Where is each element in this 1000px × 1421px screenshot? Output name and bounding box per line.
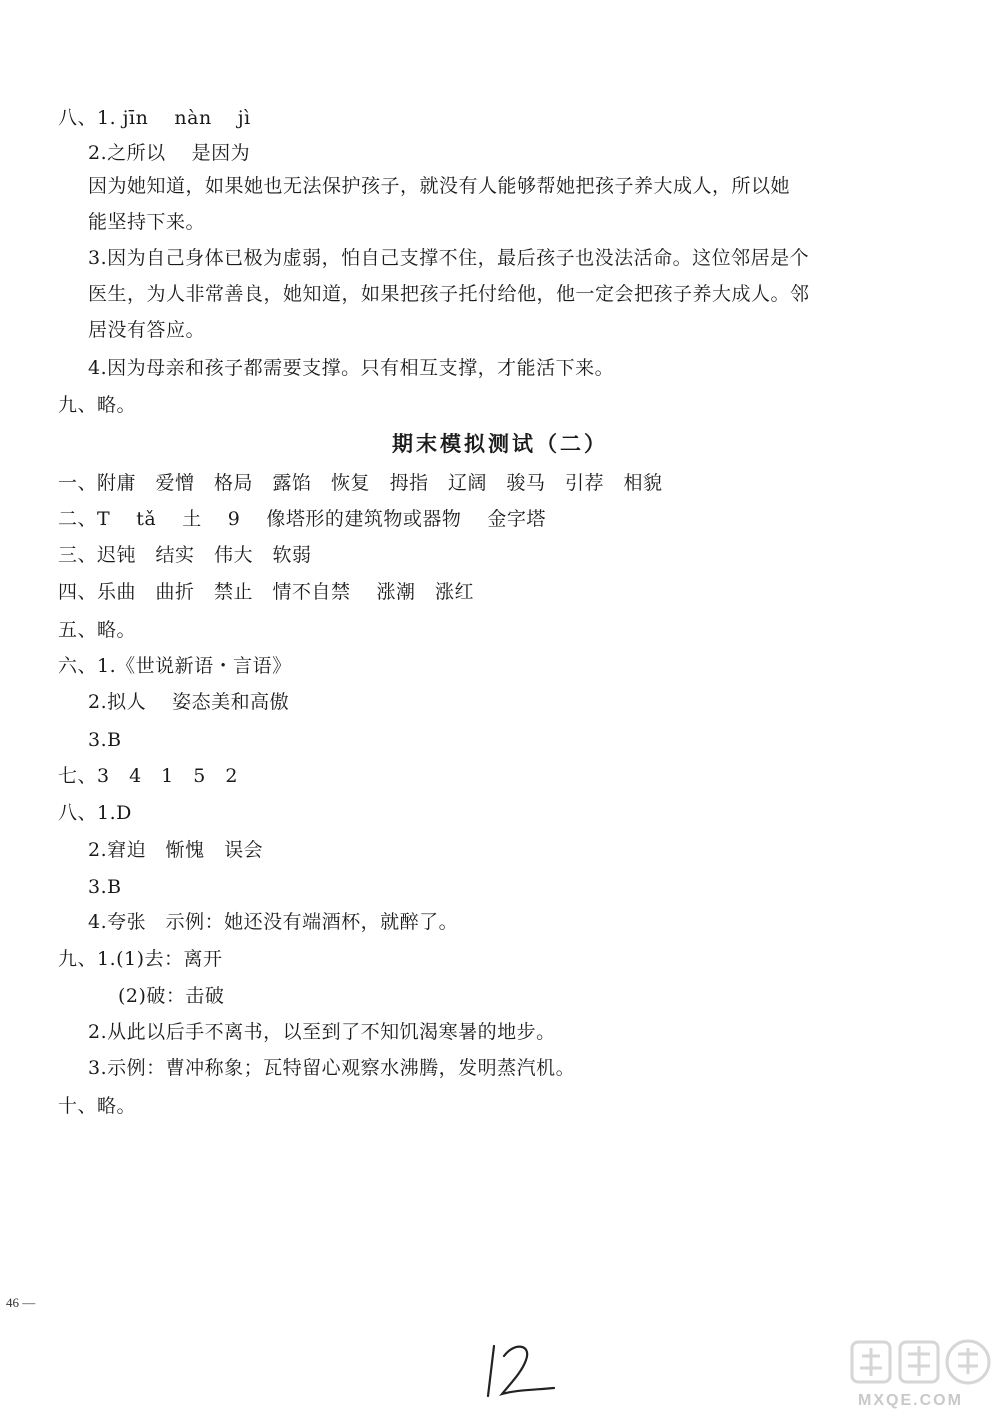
answer-line: 八、1. jīn nàn jì <box>58 107 251 129</box>
answer-line: 四、乐曲 曲折 禁止 情不自禁 涨潮 涨红 <box>58 581 475 603</box>
answer-line: 2.窘迫 惭愧 误会 <box>88 839 264 861</box>
answer-line: 三、迟钝 结实 伟大 软弱 <box>58 544 312 566</box>
answer-line: 3.B <box>88 876 122 898</box>
answer-line: 2.拟人 姿态美和高傲 <box>88 691 290 713</box>
answer-line: 八、1.D <box>58 802 132 824</box>
answer-line: 七、3 4 1 5 2 <box>58 765 238 787</box>
answer-line: 4.因为母亲和孩子都需要支撑。只有相互支撑，才能活下来。 <box>88 357 615 379</box>
answer-line: 九、略。 <box>58 394 137 416</box>
answer-line: 3.因为自己身体已极为虚弱，怕自己支撑不住，最后孩子也没法活命。这位邻居是个 <box>88 247 810 269</box>
answer-line: 4.夸张 示例：她还没有端酒杯，就醉了。 <box>88 911 459 933</box>
answer-line: 六、1.《世说新语・言语》 <box>58 655 292 677</box>
answer-line: 能坚持下来。 <box>88 211 206 233</box>
answer-line: 二、T tǎ 土 9 像塔形的建筑物或器物 金字塔 <box>58 508 546 530</box>
answer-line: 十、略。 <box>58 1095 137 1117</box>
answer-line: 一、附庸 爱憎 格局 露馅 恢复 拇指 辽阔 骏马 引荐 相貌 <box>58 472 663 494</box>
answer-line: 3.示例：曹冲称象；瓦特留心观察水沸腾，发明蒸汽机。 <box>88 1057 576 1079</box>
answer-line: 医生，为人非常善良，她知道，如果把孩子托付给他，他一定会把孩子养大成人。邻 <box>88 283 810 305</box>
page-number: 46 — <box>6 1295 36 1310</box>
section-title: 期末模拟测试（二） <box>392 431 608 456</box>
answer-line: 3.B <box>88 729 122 751</box>
watermark-text: MXQE.COM <box>858 1392 963 1409</box>
answer-line: 因为她知道，如果她也无法保护孩子，就没有人能够帮她把孩子养大成人，所以她 <box>88 175 791 197</box>
answer-line: 2.之所以 是因为 <box>88 142 251 164</box>
handwritten-number <box>480 1340 570 1400</box>
answer-line: 九、1.(1)去：离开 <box>58 948 223 970</box>
answer-line: 五、略。 <box>58 619 137 641</box>
answer-line: 居没有答应。 <box>88 319 206 341</box>
answer-line: (2)破：击破 <box>118 985 225 1007</box>
answer-line: 2.从此以后手不离书，以至到了不知饥渴寒暑的地步。 <box>88 1021 556 1043</box>
